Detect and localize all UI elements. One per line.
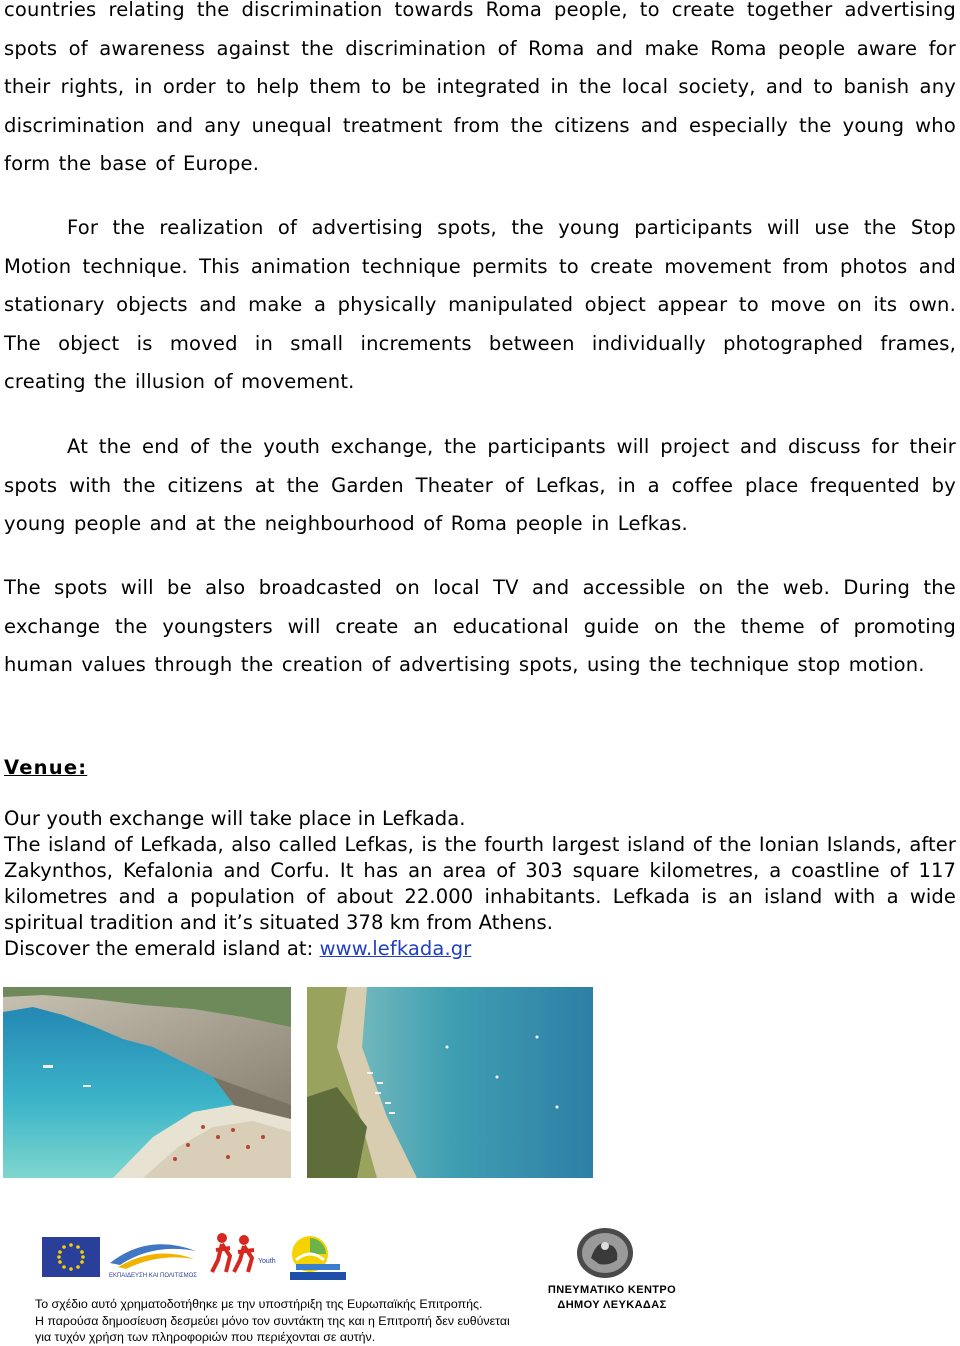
center-name-line: ΔΗΜΟΥ ΛΕΥΚΑΔΑΣ bbox=[557, 1299, 667, 1311]
lefkada-link[interactable]: www.lefkada.gr bbox=[319, 937, 472, 960]
education-culture-logo bbox=[108, 1233, 198, 1279]
eu-flag-logo bbox=[42, 1237, 100, 1281]
aerial-beach-photo bbox=[307, 987, 593, 1178]
disclaimer-line: Η παρούσα δημοσίευση δεσμεύει μόνο τον συντάκτη της και η Επιτροπή δεν ευθύνεται bbox=[35, 1313, 510, 1328]
youth-logo bbox=[208, 1230, 283, 1278]
center-name-line: ΠΝΕΥΜΑΤΙΚΟ ΚΕΝΤΡΟ bbox=[547, 1284, 677, 1296]
venue-description: The island of Lefkada, also called Lefkas, is the fourth largest island of the Ionian Islands, after Zakynthos, Kefalonia and Corfu. It has an area of 303 square kilometres, a coastline of 117 kilometres and a population of about 22.000 inhabitants. Lefkada is an island with a wide spiritual tradition and it’s situated 378 km from Athens. bbox=[4, 833, 956, 934]
venue-intro: Our youth exchange will take place in Lefkada. bbox=[4, 807, 466, 830]
disclaimer-line: για τυχόν χρήση των πληροφοριών που περιέχονται σε αυτήν. bbox=[35, 1330, 376, 1344]
education-swoosh-icon bbox=[108, 1233, 198, 1271]
beach-cove-photo bbox=[3, 987, 291, 1178]
paragraph-roma-awareness: countries relating the discrimination towards Roma people, to create together advertising spots of awareness against the discrimination of Roma and make Roma people aware for their rights, in order to help them to be integrated in the local society, and to banish any discrimination and any unequal treatment from the citizens and especially the young who form the base of Europe. bbox=[4, 0, 956, 176]
education-logo-label: ΕΚΠΑΙΔΕΥΣΗ ΚΑΙ ΠΟΛΙΤΙΣΜΟΣ bbox=[108, 1273, 198, 1279]
youth-figures-icon bbox=[208, 1230, 264, 1274]
paragraph-project-discuss: At the end of the youth exchange, the participants will project and discuss for their spots with the citizens at the Garden Theater of Lefkas, in a coffee place frequented by young people and at the neighbourhood of Roma people in Lefkas. bbox=[4, 435, 956, 536]
youth-logo-label: Youth bbox=[258, 1258, 276, 1265]
national-agency-logo bbox=[286, 1234, 348, 1286]
cultural-center-seal bbox=[575, 1226, 635, 1284]
disclaimer-line: Το σχέδιο αυτό χρηματοδοτήθηκε με την υποστήριξη της Ευρωπαϊκής Επιτροπής. bbox=[35, 1297, 483, 1311]
paragraph-broadcast: The spots will be also broadcasted on local TV and accessible on the web. During the exchange the youngsters will create an educational guide on the theme of promoting human values through the creation of advertising spots, using the technique stop motion. bbox=[4, 576, 956, 677]
paragraph-stop-motion: For the realization of advertising spots, the young participants will use the Stop Motion technique. This animation technique permits to create movement from photos and stationary objects and make a physically manipulated object appear to move on its own. The object is moved in small increments between individually photographed frames, creating the illusion of movement. bbox=[4, 216, 956, 394]
funding-disclaimer bbox=[35, 1296, 555, 1346]
cultural-center-name bbox=[542, 1283, 682, 1313]
venue-discover-line bbox=[4, 936, 956, 962]
discover-label: Discover the emerald island at: bbox=[4, 937, 320, 960]
venue-heading: Venue: bbox=[4, 756, 88, 779]
